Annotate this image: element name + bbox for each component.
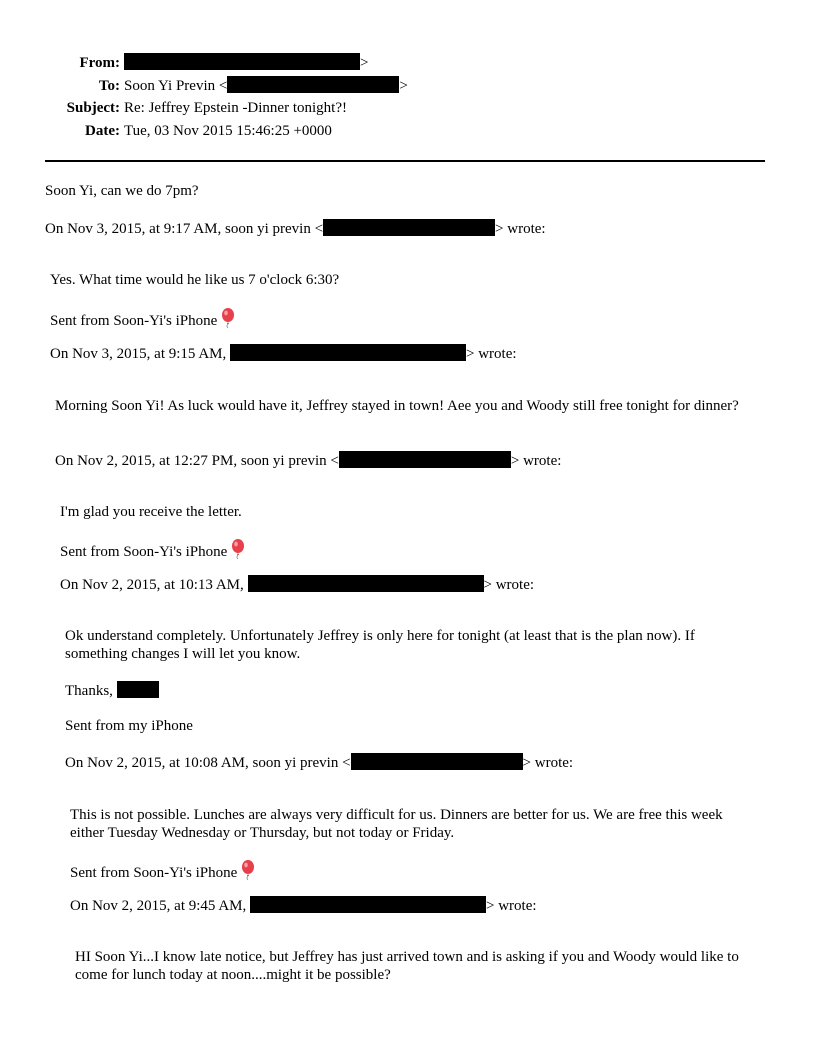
date-label: Date: bbox=[85, 122, 120, 139]
quote-suffix: > wrote: bbox=[483, 577, 535, 593]
signature bbox=[60, 539, 246, 564]
message-body: Ok understand completely. Unfortunately Jeffrey is only here for tonight (at least that is the plan now). If something changes I will let you know. bbox=[65, 628, 695, 662]
redaction-block bbox=[227, 76, 399, 93]
from-row bbox=[0, 52, 816, 75]
quote-suffix: > wrote: bbox=[486, 898, 537, 914]
subject-value: Re: Jeffrey Epstein -Dinner tonight?! bbox=[124, 100, 347, 116]
redaction-block bbox=[339, 451, 511, 468]
header-divider bbox=[45, 160, 765, 162]
date-row bbox=[0, 120, 816, 143]
redaction-block bbox=[351, 753, 523, 770]
date-value: Tue, 03 Nov 2015 15:46:25 +0000 bbox=[124, 122, 332, 139]
redaction-block bbox=[323, 219, 495, 236]
balloon-icon bbox=[220, 308, 236, 333]
subject-row bbox=[0, 97, 816, 120]
signature: Sent from my iPhone bbox=[65, 718, 193, 734]
thanks-text: Thanks, bbox=[65, 683, 113, 699]
quote-suffix: > wrote: bbox=[522, 755, 574, 771]
quote-attribution bbox=[60, 575, 534, 594]
redaction-block bbox=[117, 681, 159, 698]
to-row bbox=[0, 75, 816, 98]
quote-prefix: On Nov 2, 2015, at 10:13 AM, bbox=[60, 577, 244, 593]
quote-attribution bbox=[50, 344, 517, 363]
to-suffix: > bbox=[399, 77, 408, 94]
message-body: This is not possible. Lunches are always very difficult for us. Dinners are better for us. We are free this week either Tuesday Wednesday or Thursday, but not today or Friday. bbox=[70, 807, 723, 841]
subject-label: Subject: bbox=[66, 100, 120, 116]
redaction-block bbox=[230, 344, 466, 361]
quote-attribution bbox=[45, 219, 546, 238]
quote-prefix: On Nov 3, 2015, at 9:15 AM, bbox=[50, 346, 227, 362]
message-body: Yes. What time would he like us 7 o'clock 6:30? bbox=[50, 272, 340, 288]
to-name: Soon Yi Previn < bbox=[124, 77, 228, 94]
quote-suffix: > wrote: bbox=[466, 346, 517, 362]
signature-text: Sent from Soon-Yi's iPhone bbox=[50, 313, 218, 329]
quote-attribution bbox=[65, 753, 573, 772]
message-body: HI Soon Yi...I know late notice, but Jeffrey has just arrived town and is asking if you and Woody would like to come for lunch today at noon....might it be possible? bbox=[75, 949, 739, 983]
quote-suffix: > wrote: bbox=[495, 221, 546, 237]
message-body: I'm glad you receive the letter. bbox=[60, 504, 242, 520]
redaction-block bbox=[250, 896, 486, 913]
signature-text: Sent from Soon-Yi's iPhone bbox=[70, 865, 238, 881]
quote-attribution bbox=[70, 896, 537, 915]
quote-prefix: On Nov 2, 2015, at 9:45 AM, bbox=[70, 898, 247, 914]
redaction-block bbox=[124, 53, 360, 70]
quote-prefix: On Nov 2, 2015, at 12:27 PM, soon yi previn < bbox=[55, 453, 339, 469]
signature bbox=[70, 860, 256, 885]
from-label: From: bbox=[79, 55, 120, 71]
to-label: To: bbox=[98, 77, 120, 94]
from-suffix: > bbox=[360, 55, 369, 71]
signature-text: Sent from Soon-Yi's iPhone bbox=[60, 544, 228, 560]
quote-prefix: On Nov 3, 2015, at 9:17 AM, soon yi previn < bbox=[45, 221, 324, 237]
redaction-block bbox=[248, 575, 484, 592]
quote-prefix: On Nov 2, 2015, at 10:08 AM, soon yi previn < bbox=[65, 755, 351, 771]
email-header bbox=[0, 52, 816, 142]
message-body: Morning Soon Yi! As luck would have it, Jeffrey stayed in town! Aee you and Woody still free tonight for dinner? bbox=[55, 398, 739, 414]
from-value bbox=[124, 52, 368, 74]
message-body: Soon Yi, can we do 7pm? bbox=[45, 183, 199, 199]
balloon-icon bbox=[240, 860, 256, 885]
quote-attribution bbox=[55, 451, 561, 470]
balloon-icon bbox=[230, 539, 246, 564]
signoff bbox=[65, 681, 159, 700]
signature bbox=[50, 308, 236, 333]
to-value bbox=[124, 75, 408, 97]
quote-suffix: > wrote: bbox=[510, 453, 562, 469]
